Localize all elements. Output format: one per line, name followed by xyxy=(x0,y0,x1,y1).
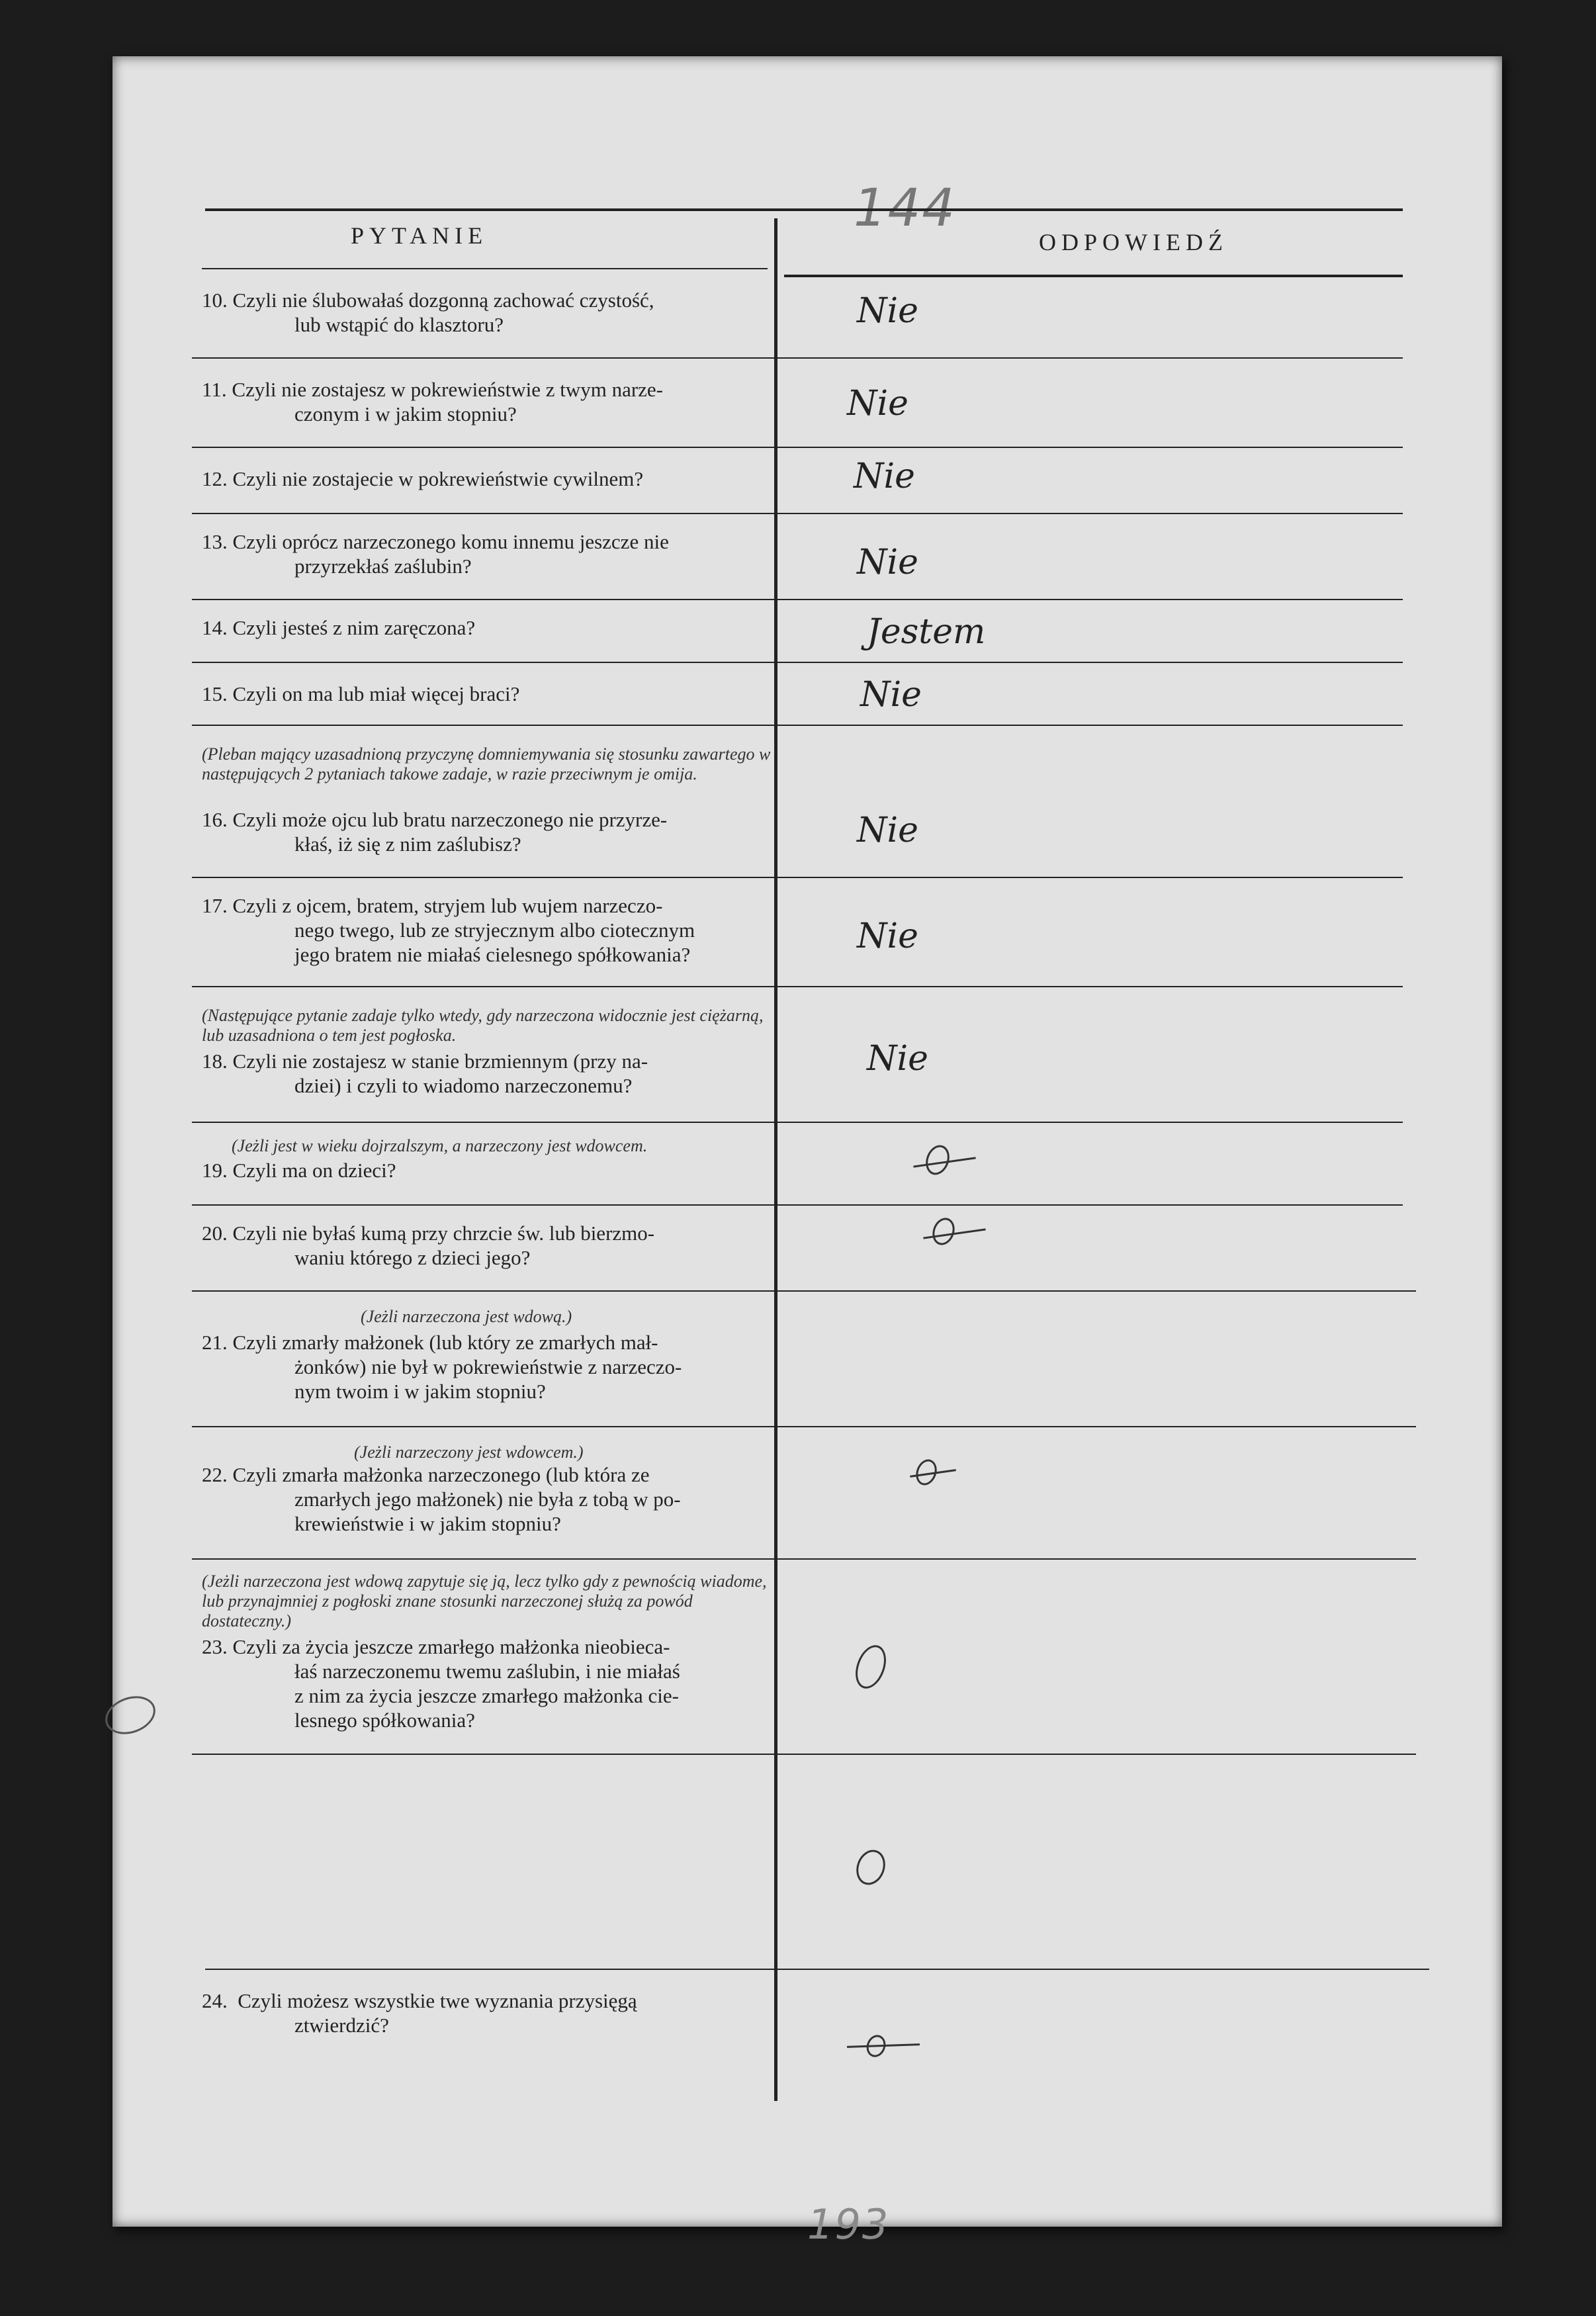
page-number: 144 xyxy=(854,179,956,238)
answer-16: Nie xyxy=(857,811,918,850)
answer-14: Jestem xyxy=(867,612,986,652)
row-rule xyxy=(192,357,1403,359)
question-15: 15. Czyli on ma lub miał więcej braci? xyxy=(202,682,520,705)
answer-23-zero-mark xyxy=(850,1641,892,1693)
document-page xyxy=(112,56,1502,2249)
answer-10: Nie xyxy=(857,291,918,331)
question-14: 14. Czyli jesteś z nim zaręczona? xyxy=(202,616,476,639)
row-rule xyxy=(192,447,1403,448)
row-rule xyxy=(192,1204,1403,1206)
row-rule xyxy=(192,599,1403,600)
row-rule xyxy=(192,662,1403,663)
row-rule xyxy=(192,513,1403,514)
answer-18: Nie xyxy=(867,1039,928,1079)
answer-13: Nie xyxy=(857,543,918,582)
question-16: 16. Czyli może ojcu lub bratu narzeczonego nie przyrze- kłaś, iż się z nim zaślubisz? xyxy=(202,808,668,856)
row-rule xyxy=(192,725,1403,726)
header-rule-left xyxy=(202,268,768,269)
question-12: 12. Czyli nie zostajecie w pokrewieństwie cywilnem? xyxy=(202,467,644,490)
question-10: 10. Czyli nie ślubowałaś dozgonną zachować czystość, lub wstąpić do klasztoru? xyxy=(202,289,654,336)
header-answer: ODPOWIEDŹ xyxy=(1039,229,1228,255)
row-rule xyxy=(192,877,1403,878)
header-rule-right xyxy=(784,275,1403,277)
answer-17: Nie xyxy=(857,916,918,956)
question-17: 17. Czyli z ojcem, bratem, stryjem lub wujem narzeczo- nego twego, lub ze stryjecznym albo ciotecznym jego bratem nie miałaś cielesnego spółkowania? xyxy=(202,894,695,966)
question-13: 13. Czyli oprócz narzeczonego komu innemu jeszcze nie przyrzekłaś zaślubin? xyxy=(202,530,669,578)
note-23: (Jeżli narzeczona jest wdową zapytuje się ją, lecz tylko gdy z pewnością wiadome, lub przynajmniej z pogłoski znane stosunki narzeczonej służą za powód dostateczny.) xyxy=(202,1572,767,1630)
row-rule xyxy=(192,1426,1416,1427)
question-22: 22. Czyli zmarła małżonka narzeczonego (lub która ze zmarłych jego małżonek) nie była z tobą w po- krewieństwie i w jakim stopniu? xyxy=(202,1463,681,1535)
answer-15: Nie xyxy=(860,675,922,715)
question-21: 21. Czyli zmarły małżonek (lub który ze zmarłych mał- żonków) nie był w pokrewieństwie z narzeczo- nym twoim i w jakim stopniu? xyxy=(202,1331,682,1403)
answer-11: Nie xyxy=(847,384,909,423)
answer-20-zero-mark xyxy=(929,1215,958,1248)
row-rule xyxy=(192,1290,1416,1292)
question-18: 18. Czyli nie zostajesz w stanie brzmiennym (przy na- dziei) i czyli to wiadomo narzeczonemu? xyxy=(202,1049,648,1097)
question-19: 19. Czyli ma on dzieci? xyxy=(202,1159,396,1182)
question-11: 11. Czyli nie zostajesz w pokrewieństwie z twym narze- czonym i w jakim stopniu? xyxy=(202,378,663,425)
bottom-number: 193 xyxy=(807,2200,890,2249)
answer-12: Nie xyxy=(854,457,915,496)
row-rule xyxy=(192,1754,1416,1755)
note-19: (Jeżli jest w wieku dojrzalszym, a narzeczony jest wdowcem. xyxy=(232,1136,648,1155)
row-rule xyxy=(192,986,1403,987)
question-23: 23. Czyli za życia jeszcze zmarłego małżonka nieobieca- łaś narzeczonemu twemu zaślubin, i nie miałaś z nim za życia jeszcze zmarłego małżonka cie- lesnego spółkowania? xyxy=(202,1635,680,1732)
row-rule xyxy=(192,1122,1403,1123)
note-21: (Jeżli narzeczona jest wdową.) xyxy=(361,1307,572,1326)
row-rule xyxy=(192,1558,1416,1560)
note-18: (Następujące pytanie zadaje tylko wtedy, gdy narzeczona widocznie jest ciężarną, lub uzasadniona o tem jest pogłoska. xyxy=(202,1006,764,1045)
zero-mark xyxy=(852,1846,890,1889)
note-16: (Pleban mający uzasadnioną przyczynę domniemywania się stosunku zawartego w następujących 2 pytaniach takowe zadaje, w razie przeciwnym je omija. xyxy=(202,744,771,783)
top-rule xyxy=(205,208,1403,211)
column-divider xyxy=(774,218,777,2101)
header-question: PYTANIE xyxy=(351,222,488,249)
question-20: 20. Czyli nie byłaś kumą przy chrzcie św. lub bierzmo- waniu którego z dzieci jego? xyxy=(202,1222,655,1269)
question-24: 24. Czyli możesz wszystkie twe wyznania przysięgą ztwierdzić? xyxy=(202,1989,637,2037)
row-rule xyxy=(205,1969,1429,1970)
note-22: (Jeżli narzeczony jest wdowcem.) xyxy=(354,1443,584,1462)
